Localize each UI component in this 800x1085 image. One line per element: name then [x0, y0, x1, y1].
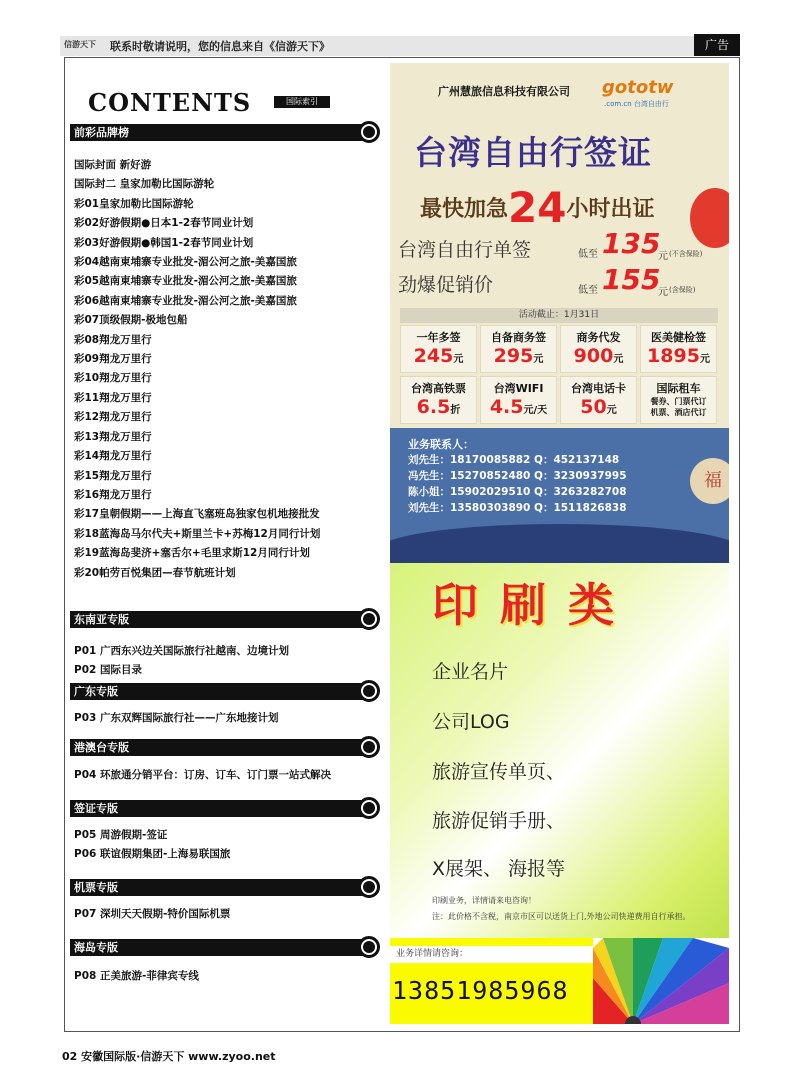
- ad-subline: 最快加急24小时出证: [420, 183, 655, 232]
- offer-unit: 元: [658, 287, 668, 298]
- list-item[interactable]: 彩17皇朝假期——上海直飞塞班岛独家包机地接批发: [74, 508, 320, 521]
- list-item[interactable]: 彩20帕劳百悦集团—春节航班计划: [74, 566, 236, 579]
- service-cell[interactable]: 国际租车 餐券、门票代订 机票、酒店代订: [640, 376, 717, 424]
- list-item[interactable]: 彩12翔龙万里行: [74, 411, 152, 424]
- list-item[interactable]: 彩18蓝海岛马尔代夫+斯里兰卡+苏梅12月同行计划: [74, 527, 321, 540]
- contact-line[interactable]: 冯先生：15270852480 Q：3230937995: [408, 470, 627, 482]
- section-list: [74, 709, 278, 728]
- offer-label: 台湾自由行单签: [398, 239, 532, 261]
- service-cell[interactable]: 台湾电话卡 50元: [560, 376, 637, 424]
- offer-low: 低至: [578, 249, 598, 260]
- list-item[interactable]: P03 广东双辉国际旅行社——广东地接计划: [74, 712, 279, 724]
- printing-title: 印刷类: [432, 578, 636, 632]
- contact-line[interactable]: 陈小姐：15902029510 Q：3263282708: [408, 486, 627, 498]
- list-item[interactable]: 彩14翔龙万里行: [74, 450, 152, 463]
- top-bar: [60, 36, 740, 56]
- printing-ad[interactable]: [390, 563, 729, 938]
- publication-logo: 信游天下: [64, 40, 96, 49]
- service-cell[interactable]: 医美健检签 1895元: [640, 325, 717, 373]
- contact-notice: 联系时敬请说明，您的信息来自《信游天下》: [110, 40, 330, 53]
- ad-company: 广州慧旅信息科技有限公司: [438, 85, 570, 98]
- section-list: [74, 826, 230, 865]
- list-item[interactable]: 国际封面 新好游: [74, 159, 152, 171]
- service-cell[interactable]: 台湾高铁票 6.5折: [400, 376, 477, 424]
- list-item[interactable]: 彩07顶级假期-极地包船: [74, 314, 188, 327]
- section-list: [74, 156, 320, 583]
- fortune-seal-icon: 福: [690, 458, 729, 504]
- offer-note: (含保险): [669, 286, 696, 294]
- ad-tag: 广告: [694, 34, 740, 56]
- section-heading: 港澳台专版: [70, 739, 370, 756]
- list-item[interactable]: 彩06越南東埔寨专业批发-湄公河之旅-美嘉国旅: [74, 294, 297, 307]
- cloud-decoration: [390, 524, 729, 563]
- list-item[interactable]: 彩08翔龙万里行: [74, 333, 152, 346]
- section-list: [74, 642, 289, 681]
- contact-heading: 业务联系人：: [408, 438, 474, 451]
- contents-tag: 国际索引: [274, 96, 330, 108]
- list-item[interactable]: P05 周游假期-签证: [74, 829, 168, 841]
- list-item[interactable]: P01 广西东兴边关国际旅行社越南、边境计划: [74, 645, 289, 657]
- inquiry-box: [390, 938, 593, 1024]
- page-footer: 02 安徽国际版·信游天下 www.zyoo.net: [62, 1050, 276, 1063]
- list-item[interactable]: 国际封二 皇家加勒比国际游轮: [74, 178, 215, 191]
- service-cell[interactable]: 台湾WIFI 4.5元/天: [480, 376, 557, 424]
- section-list: [74, 766, 331, 785]
- service-cell[interactable]: 商务代发 900元: [560, 325, 637, 373]
- printing-note: 印刷业务，详情请来电咨询！: [432, 896, 536, 905]
- list-item[interactable]: 彩02好游假期●日本1-2春节同业计划: [74, 217, 254, 230]
- printing-item: 旅游宣传单页、: [432, 761, 566, 783]
- lantern-decoration: [690, 188, 729, 248]
- list-item[interactable]: 彩09翔龙万里行: [74, 353, 152, 366]
- section-heading: 广东专版: [70, 683, 370, 700]
- section-heading: 机票专版: [70, 879, 370, 896]
- list-item[interactable]: 彩19蓝海岛斐济+塞舌尔+毛里求斯12月同行计划: [74, 547, 310, 560]
- printing-item: X展架、 海报等: [432, 858, 566, 880]
- offer-label: 劲爆促销价: [398, 274, 494, 296]
- printing-disclaimer: 注：此价格不含税，南京市区可以送货上门,外地公司快递费用自行承担。: [432, 912, 691, 921]
- list-item[interactable]: P06 联谊假期集团-上海易联国旅: [74, 848, 231, 861]
- taiwan-visa-ad[interactable]: [390, 63, 729, 428]
- brand-logo: gototw: [602, 77, 674, 98]
- section-heading: 海岛专版: [70, 939, 370, 956]
- offer-price: 135: [602, 227, 661, 260]
- inquiry-phone[interactable]: 13851985968: [392, 976, 569, 1005]
- section-list: [74, 905, 230, 924]
- list-item[interactable]: 彩05越南東埔寨专业批发-湄公河之旅-美嘉国旅: [74, 275, 297, 288]
- color-pencils-image: [593, 938, 729, 1024]
- offer-unit: 元: [658, 251, 668, 262]
- list-item[interactable]: P07 深圳天天假期-特价国际机票: [74, 908, 231, 920]
- offer-price: 155: [602, 263, 661, 296]
- deadline-bar: 活动截止：1月31日: [400, 308, 718, 323]
- contact-block: [390, 428, 729, 563]
- list-item[interactable]: P04 环旅通分销平台：订房、订车、订门票一站式解决: [74, 769, 331, 781]
- section-heading: 东南亚专版: [70, 611, 370, 628]
- list-item[interactable]: 彩11翔龙万里行: [74, 391, 152, 404]
- contents-title: CONTENTS: [88, 88, 252, 117]
- printing-item: 公司LOG: [432, 711, 510, 733]
- section-list: [74, 967, 199, 986]
- list-item[interactable]: 彩04越南東埔寨专业批发-湄公河之旅-美嘉国旅: [74, 256, 297, 269]
- printing-item: 企业名片: [432, 661, 509, 683]
- section-heading: 前彩品牌榜: [70, 124, 370, 141]
- list-item[interactable]: P08 正美旅游-菲律宾专线: [74, 970, 199, 982]
- list-item[interactable]: 彩10翔龙万里行: [74, 372, 152, 385]
- list-item[interactable]: 彩16翔龙万里行: [74, 488, 152, 501]
- service-cell[interactable]: 一年多签 245元: [400, 325, 477, 373]
- ad-headline: 台湾自由行签证: [414, 133, 652, 172]
- list-item[interactable]: 彩15翔龙万里行: [74, 469, 152, 482]
- list-item[interactable]: 彩13翔龙万里行: [74, 430, 152, 443]
- section-heading: 签证专版: [70, 800, 370, 817]
- offer-note: (不含保险): [669, 250, 703, 258]
- contact-line[interactable]: 刘先生：13580303890 Q：1511826838: [408, 502, 627, 514]
- contact-line[interactable]: 刘先生：18170085882 Q：452137148: [408, 454, 620, 466]
- inquiry-label: 业务详情请咨询：: [390, 946, 593, 963]
- service-cell[interactable]: 自备商务签 295元: [480, 325, 557, 373]
- list-item[interactable]: P02 国际目录: [74, 664, 142, 677]
- list-item[interactable]: 彩03好游假期●韩国1-2春节同业计划: [74, 236, 254, 249]
- list-item[interactable]: 彩01皇家加勒比国际游轮: [74, 197, 194, 210]
- offer-low: 低至: [578, 285, 598, 296]
- brand-subtitle: .com.cn 台湾自由行: [604, 100, 669, 108]
- printing-item: 旅游促销手册、: [432, 810, 566, 832]
